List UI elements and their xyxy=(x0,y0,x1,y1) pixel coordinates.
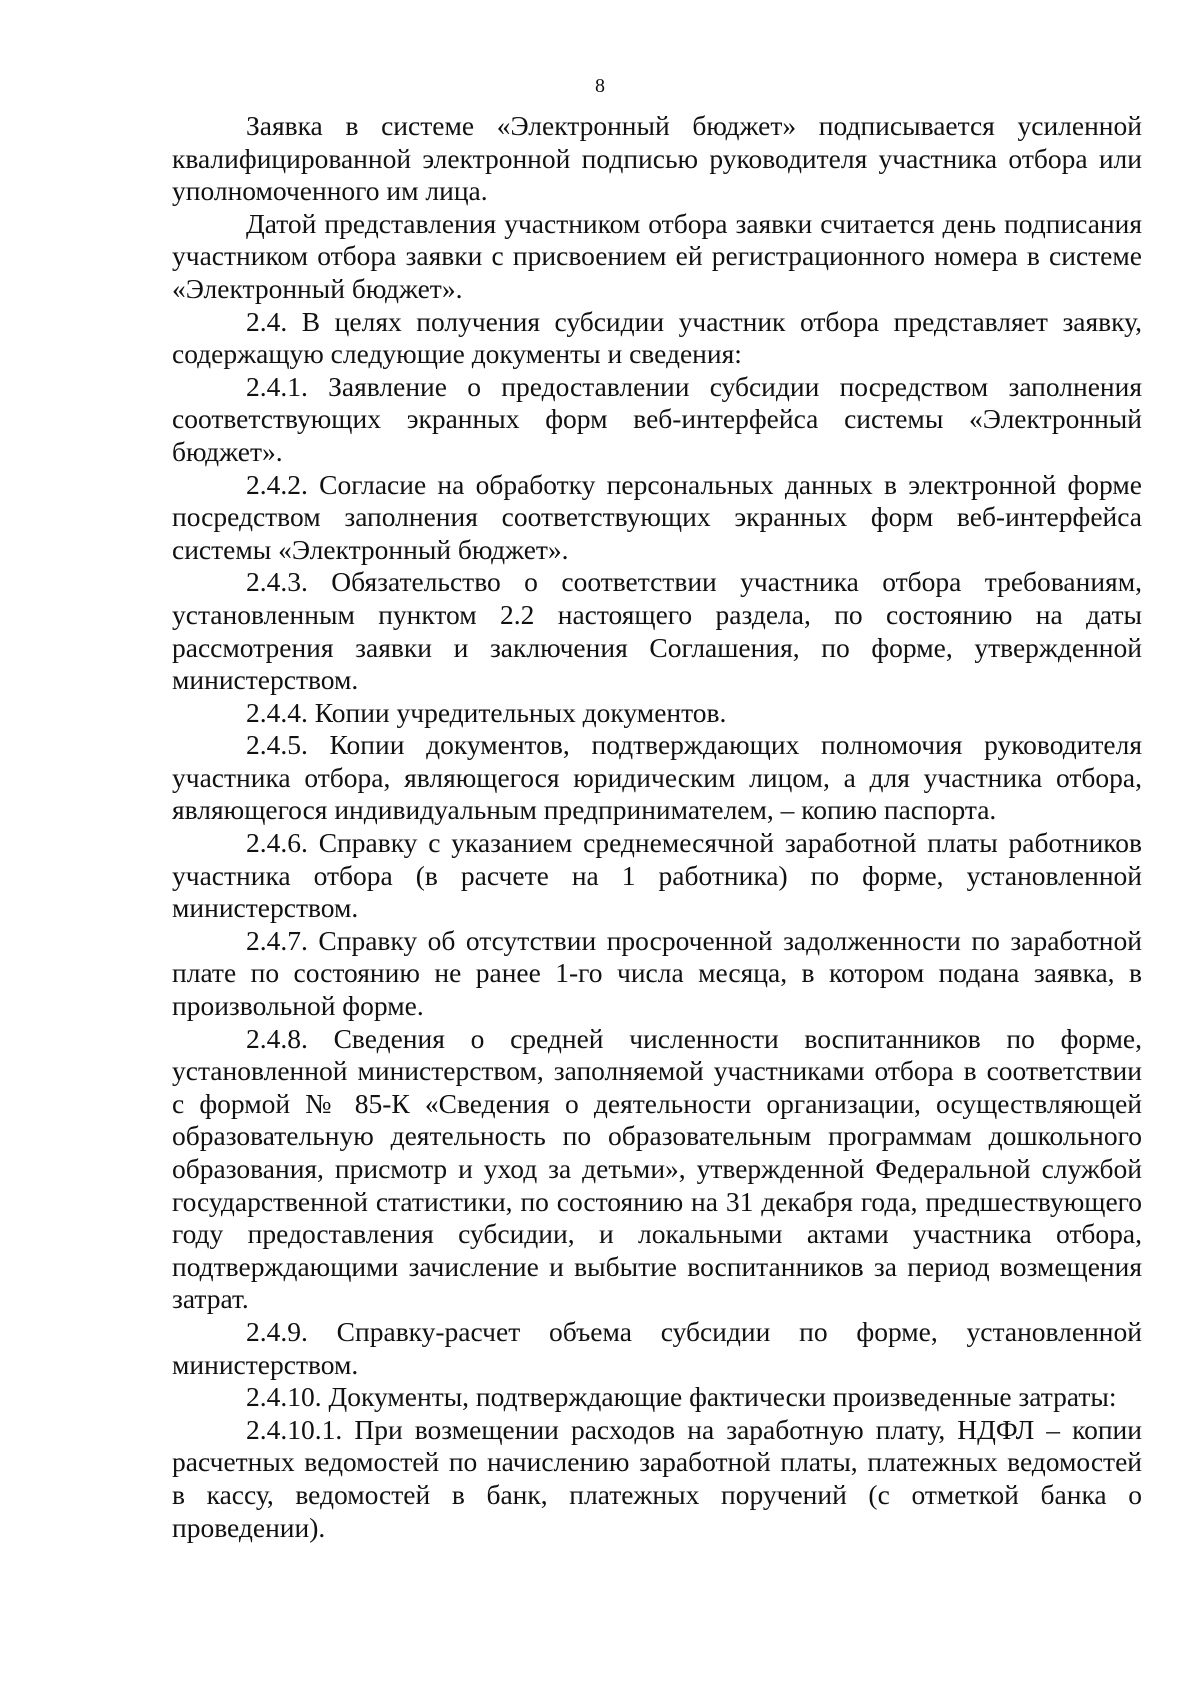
paragraph-2-4-6: 2.4.6. Справку с указанием среднемесячной заработной платы работников участника отбора (в расчете на 1 работника) по форме, установленной министерством. xyxy=(172,827,1142,924)
paragraph-2-4-1: 2.4.1. Заявление о предоставлении субсидии посредством заполнения соответствующих экранных форм веб-интерфейса системы «Электронный бюджет». xyxy=(172,370,1142,467)
paragraph-2-4-4: 2.4.4. Копии учредительных документов. xyxy=(246,696,727,728)
paragraph-2-4-10: 2.4.10. Документы, подтверждающие фактически произведенные затраты: xyxy=(246,1381,1117,1413)
paragraph-2-4-7: 2.4.7. Справку об отсутствии просроченной задолженности по заработной плате по состоянию не ранее 1-го числа месяца, в котором подана заявка, в произвольной форме. xyxy=(172,924,1142,1022)
paragraph-2-4: 2.4. В целях получения субсидии участник отбора представляет заявку, содержащую следующие документы и сведения: xyxy=(172,305,1142,370)
paragraph-2-4-3: 2.4.3. Обязательство о соответствии участника отбора требованиям, установленным пунктом 2.2 настоящего раздела, по состоянию на даты рассмотрения заявки и заключения Соглашения, по форме, утвержденной министерством. xyxy=(172,566,1142,696)
paragraph-2-4-8: 2.4.8. Сведения о средней численности воспитанников по форме, установленной министерством, заполняемой участниками отбора в соответствии с формой № 85-К «Сведения о деятельности организации, осуществляющей образовательную деятельность по образовательным программам дошкольного образования, присмотр и уход за детьми», утвержденной Федеральной службой государственной статистики, по состоянию на 31 декабря года, предшествующего году предоставления субсидии, и локальными актами участника отбора, подтверждающими зачисление и выбытие воспитанников за период возмещения затрат. xyxy=(172,1022,1142,1315)
page-number: 8 xyxy=(595,75,605,97)
paragraph-signature: Заявка в системе «Электронный бюджет» подписывается усиленной квалифицированной электронной подписью руководителя участника отбора или уполномоченного им лица. xyxy=(172,110,1142,207)
paragraph-submission-date: Датой представления участником отбора заявки считается день подписания участником отбора заявки с присвоением ей регистрационного номера в системе «Электронный бюджет». xyxy=(172,207,1142,304)
paragraph-2-4-5: 2.4.5. Копии документов, подтверждающих полномочия руководителя участника отбора, являющегося юридическим лицом, а для участника отбора, являющегося индивидуальным предпринимателем, – копию паспорта. xyxy=(172,729,1142,826)
paragraph-2-4-9: 2.4.9. Справку-расчет объема субсидии по форме, установленной министерством. xyxy=(172,1315,1142,1380)
document-body xyxy=(172,110,1142,1544)
paragraph-2-4-10-1: 2.4.10.1. При возмещении расходов на заработную плату, НДФЛ – копии расчетных ведомостей по начислению заработной платы, платежных ведомостей в кассу, ведомостей в банк, платежных поручений (с отметкой банка о проведении). xyxy=(172,1413,1142,1543)
paragraph-2-4-2: 2.4.2. Согласие на обработку персональных данных в электронной форме посредством заполнения соответствующих экранных форм веб-интерфейса системы «Электронный бюджет». xyxy=(172,468,1142,565)
